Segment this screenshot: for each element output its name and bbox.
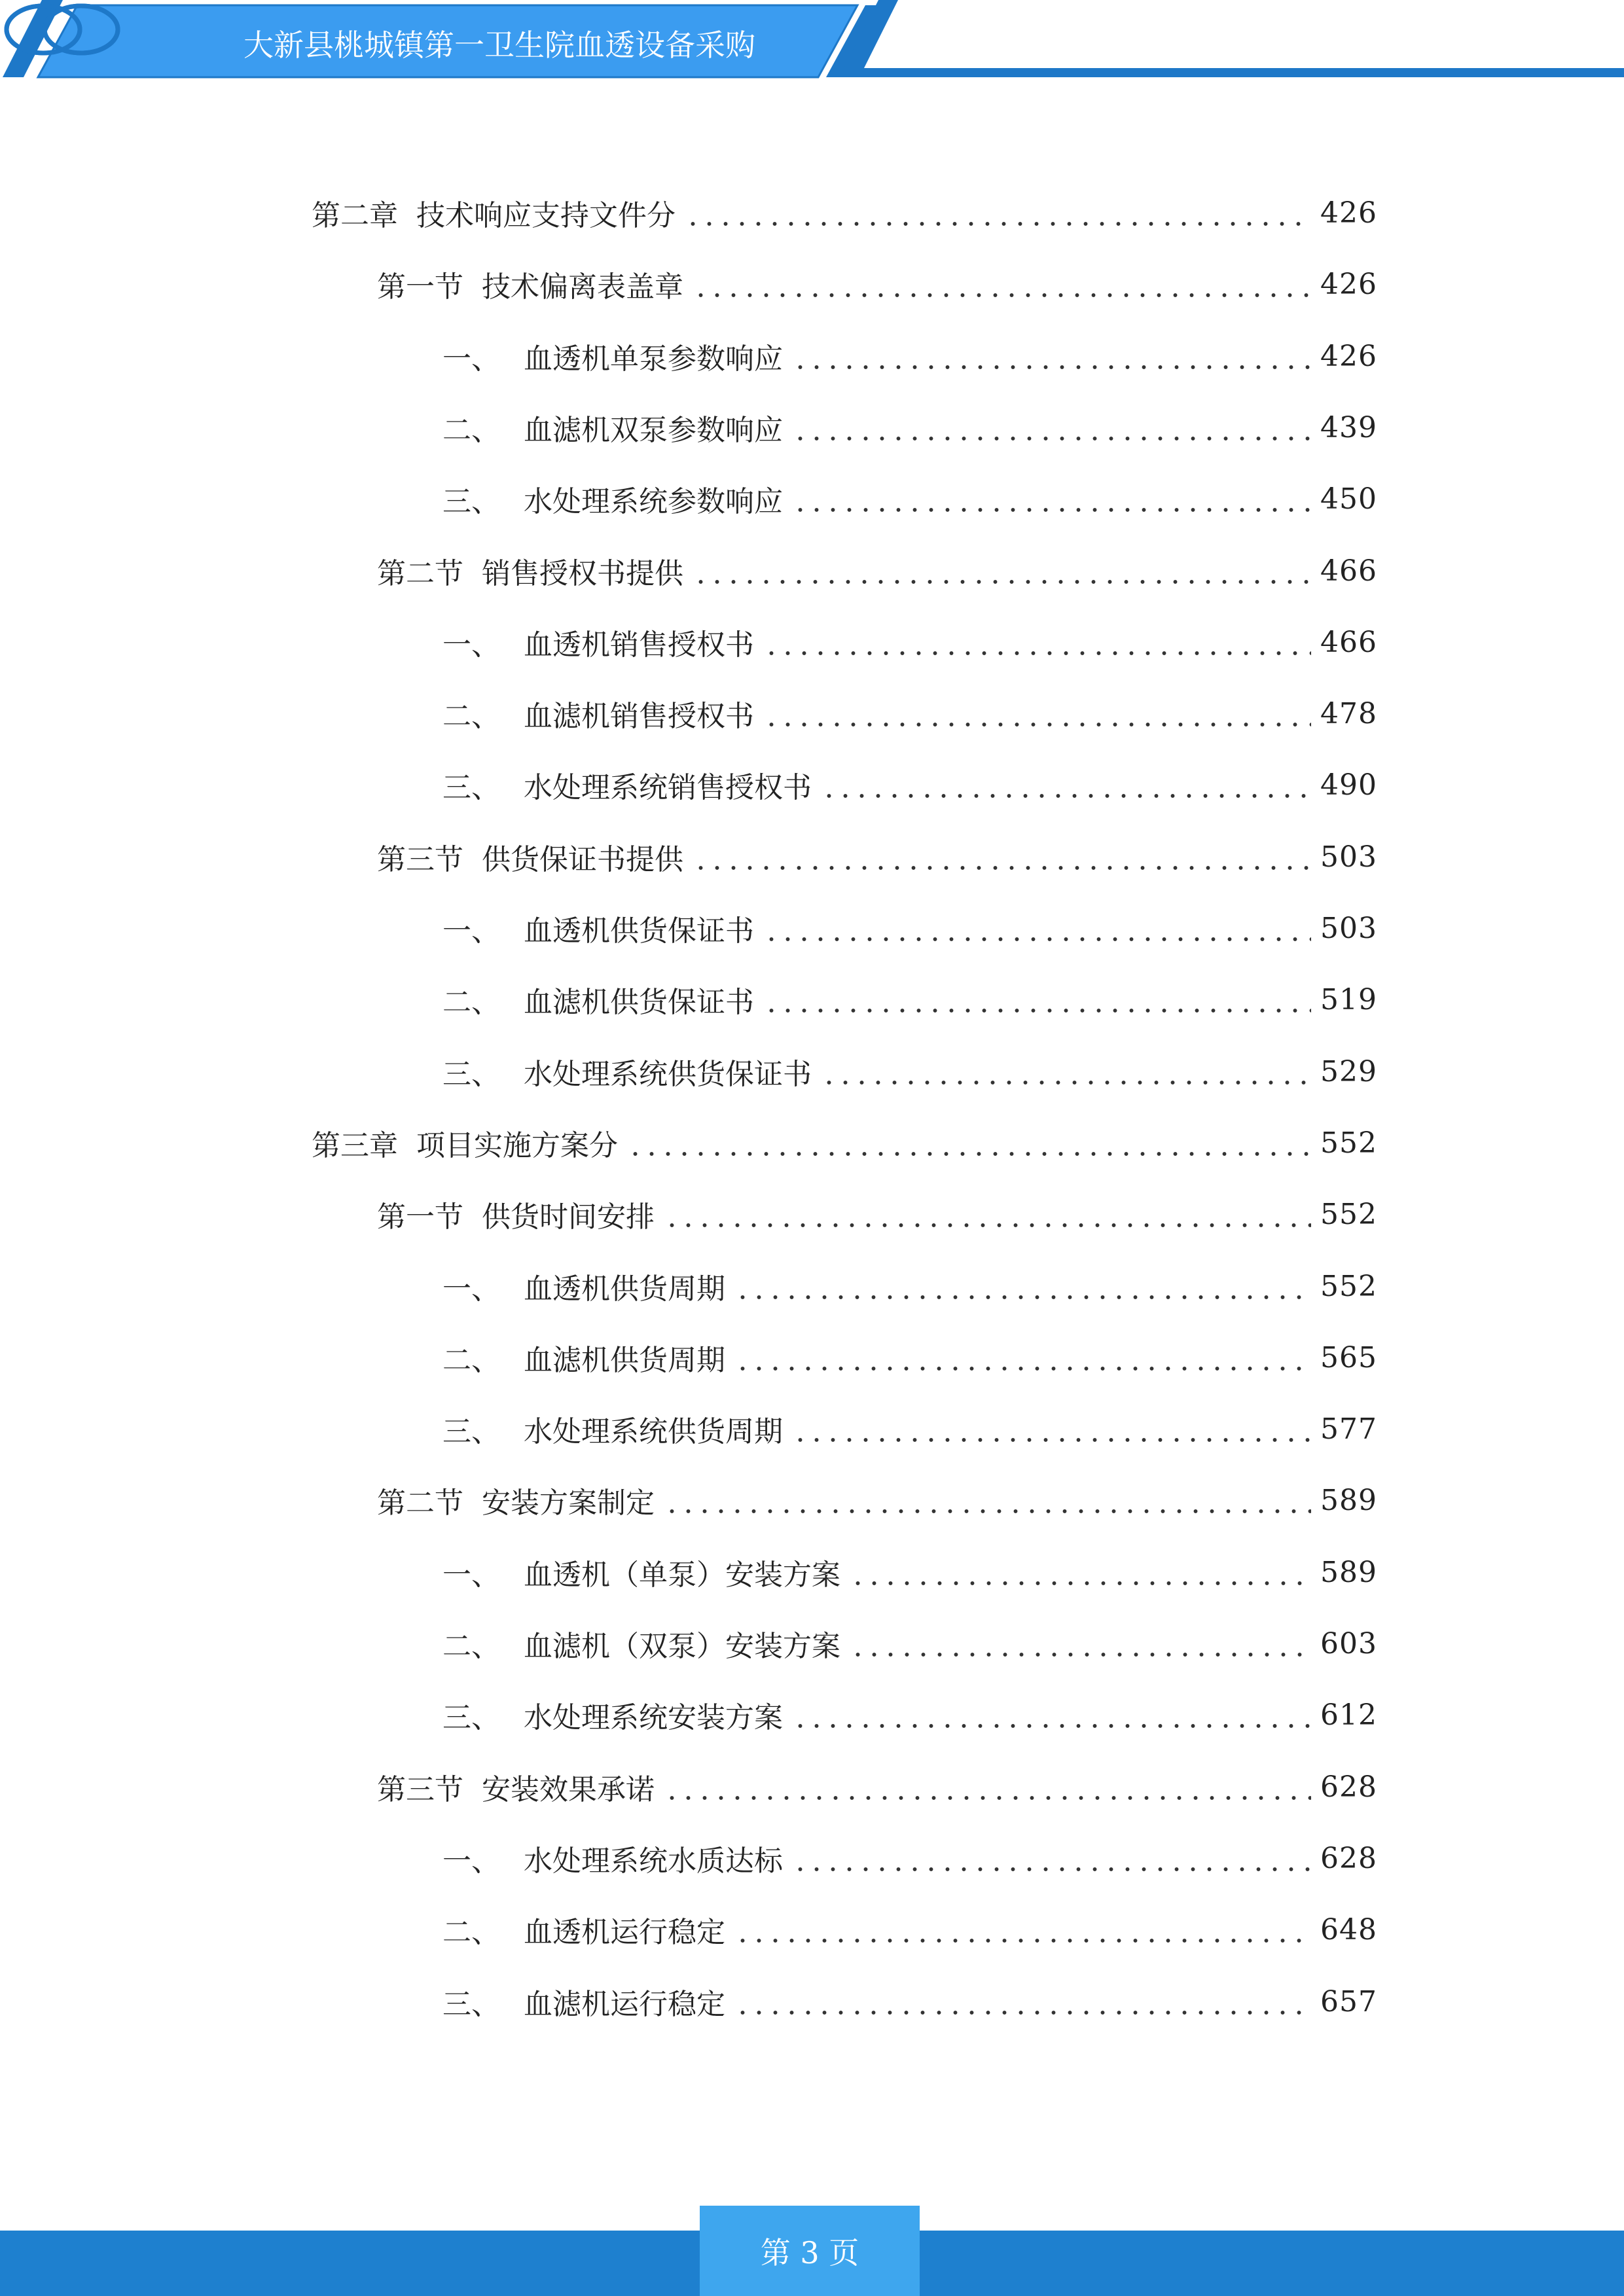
toc-entry[interactable] <box>442 1979 1377 2024</box>
toc-entry-page: 603 <box>1320 1626 1377 1660</box>
toc-dot-leader <box>792 1414 1311 1443</box>
toc-entry-number: 第三节 <box>377 843 463 876</box>
toc-entry-number: 第三节 <box>377 1773 463 1806</box>
toc-dot-leader <box>734 1987 1311 2016</box>
toc-entry[interactable] <box>442 1549 1377 1595</box>
toc-entry-page: 426 <box>1320 339 1377 373</box>
toc-entry[interactable] <box>442 1907 1377 1952</box>
toc-entry-page: 466 <box>1320 625 1377 659</box>
toc-entry[interactable] <box>442 1692 1377 1738</box>
page-header <box>0 0 1624 98</box>
toc-entry[interactable] <box>377 261 1377 307</box>
toc-entry[interactable] <box>377 1477 1377 1523</box>
toc-entry-title: 水处理系统销售授权书 <box>524 771 812 804</box>
toc-entry-number: 三、 <box>442 1415 500 1448</box>
toc-entry-number: 第二章 <box>312 199 398 232</box>
toc-entry-number: 第二节 <box>377 557 463 590</box>
toc-entry-page: 426 <box>1320 196 1377 230</box>
toc-entry-number: 第二节 <box>377 1486 463 1520</box>
toc-entry[interactable] <box>312 1120 1377 1166</box>
header-title: 大新县桃城镇第一卫生院血透设备采购 <box>244 27 755 63</box>
toc-entry[interactable] <box>377 1191 1377 1237</box>
toc-entry[interactable] <box>442 1621 1377 1666</box>
toc-entry-number: 二、 <box>442 1630 500 1663</box>
toc-entry-page: 657 <box>1320 1984 1377 2018</box>
toc-entry-page: 439 <box>1320 410 1377 444</box>
toc-entry-number: 第三章 <box>312 1129 398 1162</box>
toc-dot-leader <box>693 556 1311 585</box>
toc-entry-title: 水处理系统水质达标 <box>524 1844 783 1878</box>
toc-entry-title: 血透机单泵参数响应 <box>524 342 783 376</box>
toc-dot-leader <box>850 1629 1311 1658</box>
toc-dot-leader <box>850 1558 1311 1587</box>
toc-entry-title: 血透机供货周期 <box>524 1272 725 1306</box>
toc-entry-page: 589 <box>1320 1483 1377 1517</box>
toc-entry-title: 血透机运行稳定 <box>524 1916 725 1949</box>
toc-entry[interactable] <box>442 691 1377 736</box>
toc-entry[interactable] <box>442 977 1377 1022</box>
toc-entry-number: 二、 <box>442 414 500 447</box>
toc-entry-page: 577 <box>1320 1412 1377 1446</box>
toc-entry-title: 水处理系统供货周期 <box>524 1415 783 1448</box>
toc-entry-page: 529 <box>1320 1054 1377 1088</box>
toc-entry-number: 二、 <box>442 1344 500 1377</box>
toc-entry[interactable] <box>442 1263 1377 1309</box>
toc-entry[interactable] <box>442 404 1377 450</box>
toc-entry[interactable] <box>312 190 1377 236</box>
toc-entry-title: 技术响应支持文件分 <box>416 199 676 232</box>
toc-dot-leader <box>664 1772 1311 1801</box>
toc-entry-title: 血滤机销售授权书 <box>524 700 754 733</box>
toc-entry-number: 二、 <box>442 700 500 733</box>
toc-entry-number: 一、 <box>442 342 500 376</box>
toc-dot-leader <box>685 198 1311 227</box>
toc-dot-leader <box>627 1128 1311 1157</box>
toc-dot-leader <box>763 628 1311 656</box>
toc-entry[interactable] <box>377 1764 1377 1810</box>
toc-entry-title: 血透机销售授权书 <box>524 628 754 662</box>
toc-entry[interactable] <box>442 333 1377 379</box>
toc-entry-page: 503 <box>1320 911 1377 945</box>
toc-entry-page: 628 <box>1320 1841 1377 1875</box>
toc-entry[interactable] <box>442 1835 1377 1881</box>
toc-dot-leader <box>763 985 1311 1014</box>
toc-dot-leader <box>792 484 1311 513</box>
toc-entry-title: 供货时间安排 <box>482 1200 655 1234</box>
toc-entry-title: 安装效果承诺 <box>482 1773 655 1806</box>
toc-entry-page: 490 <box>1320 768 1377 802</box>
toc-entry-number: 三、 <box>442 771 500 804</box>
toc-entry-page: 503 <box>1320 840 1377 874</box>
toc-entry-title: 血透机（单泵）安装方案 <box>524 1558 840 1592</box>
toc-entry-number: 三、 <box>442 1701 500 1734</box>
toc-dot-leader <box>821 1057 1311 1086</box>
toc-entry-number: 三、 <box>442 1988 500 2021</box>
toc-entry-title: 水处理系统参数响应 <box>524 485 783 518</box>
toc-dot-leader <box>792 342 1311 370</box>
toc-entry-title: 血滤机运行稳定 <box>524 1988 725 2021</box>
toc-entry-title: 技术偏离表盖章 <box>482 270 683 304</box>
toc-entry[interactable] <box>442 762 1377 808</box>
toc-entry-title: 项目实施方案分 <box>416 1129 618 1162</box>
toc-entry-page: 552 <box>1320 1126 1377 1160</box>
toc-dot-leader <box>734 1343 1311 1372</box>
toc-dot-leader <box>792 413 1311 442</box>
toc-entry-title: 血透机供货保证书 <box>524 914 754 948</box>
toc-entry[interactable] <box>442 1335 1377 1380</box>
toc-entry-title: 销售授权书提供 <box>482 557 683 590</box>
toc-entry-page: 426 <box>1320 267 1377 301</box>
toc-entry-page: 648 <box>1320 1912 1377 1946</box>
page-number: 第 3 页 <box>700 2206 920 2296</box>
toc-dot-leader <box>821 770 1311 799</box>
toc-entry-number: 三、 <box>442 1058 500 1091</box>
toc-entry[interactable] <box>442 1406 1377 1452</box>
toc-entry-number: 第一节 <box>377 270 463 304</box>
toc-entry-title: 水处理系统供货保证书 <box>524 1058 812 1091</box>
toc-entry-number: 一、 <box>442 1844 500 1878</box>
toc-entry-number: 三、 <box>442 485 500 518</box>
toc-dot-leader <box>734 1915 1311 1944</box>
toc-dot-leader <box>792 1700 1311 1729</box>
toc-entry-page: 589 <box>1320 1555 1377 1589</box>
toc-entry-page: 565 <box>1320 1340 1377 1374</box>
toc-entry-number: 二、 <box>442 986 500 1019</box>
toc-entry-number: 二、 <box>442 1916 500 1949</box>
toc-dot-leader <box>693 842 1311 871</box>
toc-entry-number: 一、 <box>442 914 500 948</box>
toc-entry[interactable] <box>442 476 1377 522</box>
toc-dot-leader <box>664 1200 1311 1229</box>
toc-entry-page: 628 <box>1320 1770 1377 1804</box>
toc-entry-title: 血滤机供货周期 <box>524 1344 725 1377</box>
toc-entry-number: 一、 <box>442 1558 500 1592</box>
toc-entry[interactable] <box>377 834 1377 880</box>
toc-entry-title: 血滤机（双泵）安装方案 <box>524 1630 840 1663</box>
toc-entry-title: 安装方案制定 <box>482 1486 655 1520</box>
toc-entry-number: 一、 <box>442 628 500 662</box>
toc-entry-title: 血滤机供货保证书 <box>524 986 754 1019</box>
toc-entry[interactable] <box>377 548 1377 594</box>
toc-entry-page: 552 <box>1320 1197 1377 1231</box>
toc-dot-leader <box>763 699 1311 728</box>
toc-entry-page: 519 <box>1320 982 1377 1016</box>
toc-entry-page: 552 <box>1320 1269 1377 1303</box>
toc-entry-number: 一、 <box>442 1272 500 1306</box>
toc-dot-leader <box>734 1272 1311 1300</box>
toc-dot-leader <box>763 914 1311 942</box>
toc-dot-leader <box>792 1844 1311 1873</box>
toc-dot-leader <box>664 1486 1311 1515</box>
double-ring-logo-icon <box>0 0 124 59</box>
toc-entry-number: 第一节 <box>377 1200 463 1234</box>
toc-entry[interactable] <box>442 1049 1377 1094</box>
toc-entry-title: 水处理系统安装方案 <box>524 1701 783 1734</box>
toc-entry-title: 血滤机双泵参数响应 <box>524 414 783 447</box>
toc-entry-page: 466 <box>1320 554 1377 588</box>
toc-entry-title: 供货保证书提供 <box>482 843 683 876</box>
toc-dot-leader <box>693 270 1311 298</box>
toc-entry-page: 450 <box>1320 482 1377 516</box>
toc-entry-page: 478 <box>1320 696 1377 730</box>
toc-entry[interactable] <box>442 905 1377 951</box>
toc-entry-page: 612 <box>1320 1698 1377 1732</box>
toc-entry[interactable] <box>442 619 1377 665</box>
